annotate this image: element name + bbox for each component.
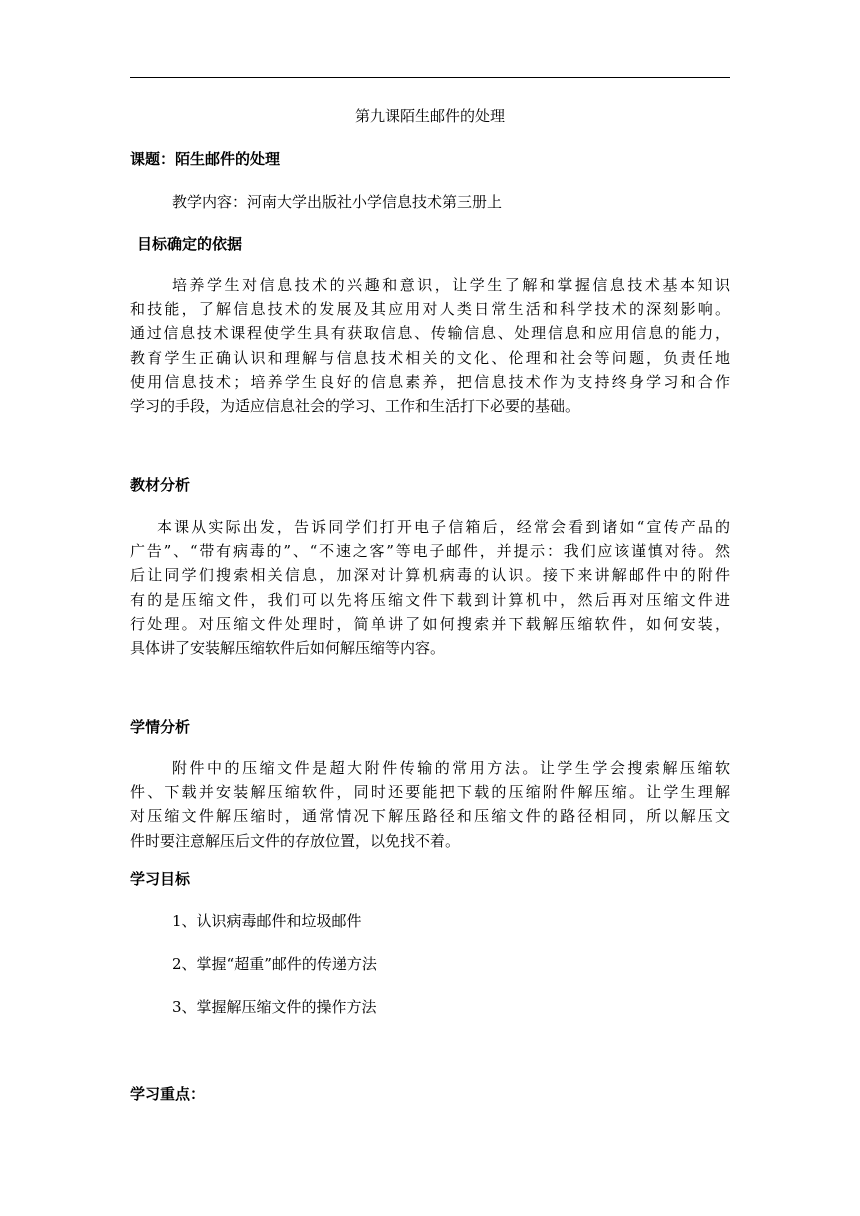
- basis-line: 通过信息技术课程使学生具有获取信息、传输信息、处理信息和应用信息的能力，: [130, 324, 730, 343]
- learners-line: 件时要注意解压后文件的存放位置，以免找不着。: [130, 831, 461, 850]
- basis-line: 使用信息技术；培养学生良好的信息素养，把信息技术作为支持终身学习和合作: [130, 372, 730, 391]
- learners-line: 对压缩文件解压缩时，通常情况下解压路径和压缩文件的路径相同，所以解压文: [130, 807, 730, 826]
- learners-heading: 学情分析: [130, 718, 191, 736]
- material-line: 后让同学们搜索相关信息，加深对计算机病毒的认识。接下来讲解邮件中的附件: [130, 566, 730, 585]
- learners-paragraph: [130, 756, 730, 853]
- objective-item: 3、掌握解压缩文件的操作方法: [172, 998, 377, 1016]
- teaching-content: 教学内容：河南大学出版社小学信息技术第三册上: [172, 193, 503, 211]
- material-heading: 教材分析: [130, 476, 191, 494]
- material-paragraph: [130, 515, 730, 660]
- document-title: 第九课陌生邮件的处理: [354, 107, 505, 125]
- learners-line: 件、下载并安装解压缩软件，同时还要能把下载的压缩附件解压缩。让学生理解: [130, 783, 730, 802]
- material-line: 具体讲了安装解压缩软件后如何解压缩等内容。: [130, 639, 446, 658]
- topic-heading: 课题：陌生邮件的处理: [130, 150, 281, 168]
- material-line: 有的是压缩文件，我们可以先将压缩文件下载到计算机中，然后再对压缩文件进: [130, 590, 730, 609]
- objectives-heading: 学习目标: [130, 870, 191, 888]
- basis-line: 教育学生正确认识和理解与信息技术相关的文化、伦理和社会等问题，负责任地: [130, 348, 730, 367]
- header-rule: [130, 77, 730, 78]
- material-line: 本课从实际出发，告诉同学们打开电子信箱后，经常会看到诸如“宣传产品的: [157, 518, 730, 536]
- material-line: 广告”、“带有病毒的”、“不速之客”等电子邮件，并提示：我们应该谨慎对待。然: [130, 542, 730, 561]
- objective-item: 2、掌握“超重”邮件的传递方法: [172, 955, 377, 973]
- basis-heading: 目标确定的依据: [137, 235, 243, 253]
- basis-paragraph: [130, 273, 730, 418]
- keypoints-heading: 学习重点：: [130, 1085, 206, 1103]
- learners-line: 附件中的压缩文件是超大附件传输的常用方法。让学生学会搜索解压缩软: [172, 759, 730, 777]
- basis-line: 培养学生对信息技术的兴趣和意识，让学生了解和掌握信息技术基本知识: [172, 276, 730, 294]
- material-line: 行处理。对压缩文件处理时，简单讲了如何搜索并下载解压缩软件，如何安装，: [130, 614, 730, 633]
- objective-item: 1、认识病毒邮件和垃圾邮件: [172, 912, 362, 930]
- basis-line: 学习的手段，为适应信息社会的学习、工作和生活打下必要的基础。: [130, 397, 581, 416]
- basis-line: 和技能，了解信息技术的发展及其应用对人类日常生活和科学技术的深刻影响。: [130, 300, 730, 319]
